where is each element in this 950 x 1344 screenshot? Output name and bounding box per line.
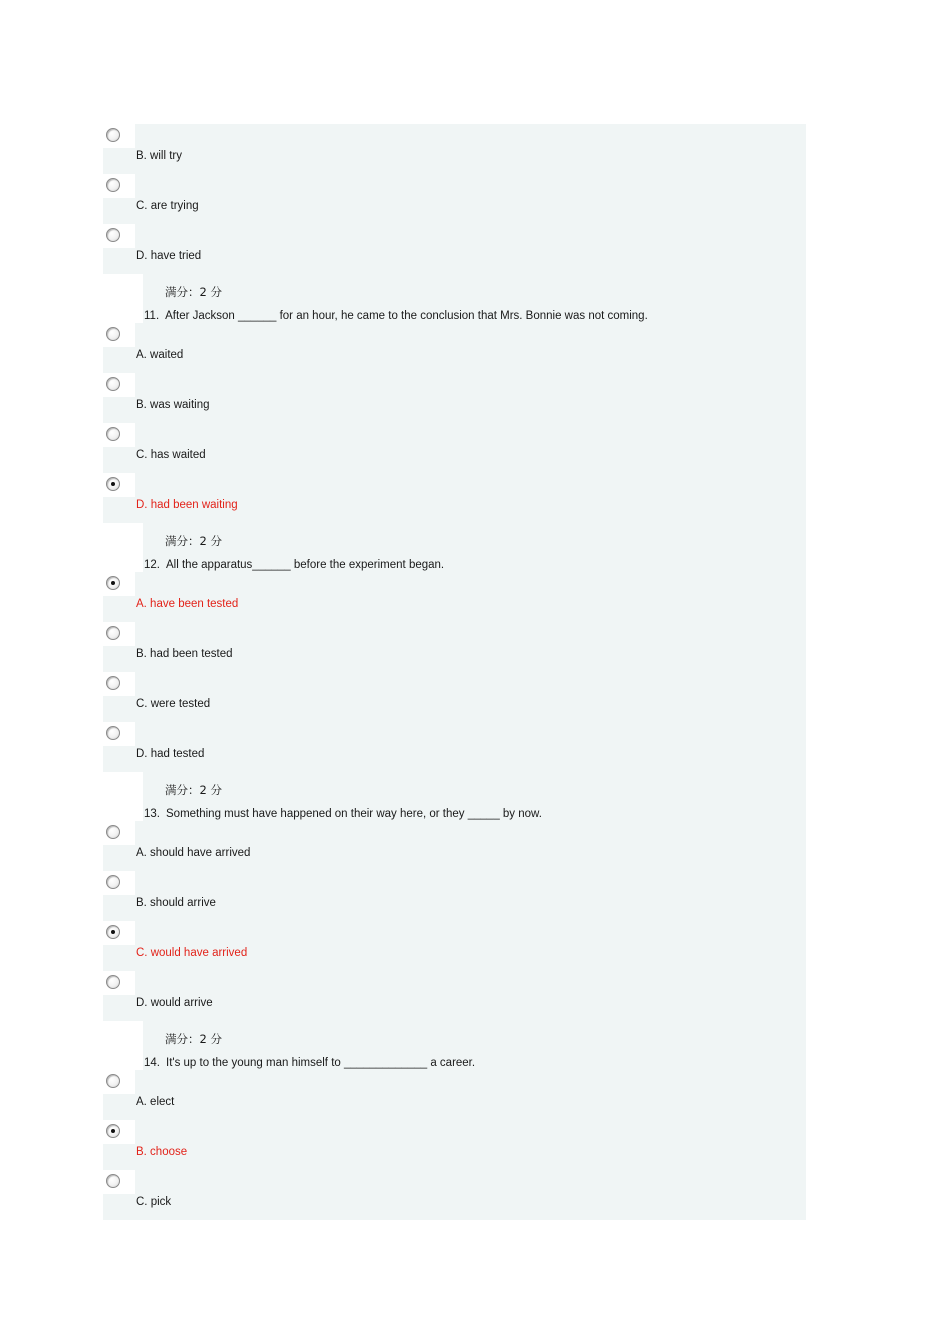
question-text: Something must have happened on their way here, or they _____ by now.: [166, 808, 542, 820]
answer-option-label: A. have been tested: [136, 598, 239, 610]
score-label: 满分：2 分: [165, 285, 222, 299]
option-background-left: [103, 696, 135, 722]
answer-option[interactable]: [103, 473, 806, 523]
radio-cell: [103, 174, 135, 198]
answer-option[interactable]: [103, 323, 806, 373]
option-background-left: [103, 746, 135, 772]
radio-checked-icon[interactable]: [106, 925, 120, 939]
question-text: After Jackson ______ for an hour, he came to the conclusion that Mrs. Bonnie was not coming.: [165, 310, 648, 322]
radio-checked-icon[interactable]: [106, 477, 120, 491]
radio-unchecked-icon[interactable]: [106, 626, 120, 640]
option-background-left: [103, 497, 135, 523]
radio-unchecked-icon[interactable]: [106, 178, 120, 192]
answer-option[interactable]: [103, 373, 806, 423]
radio-cell: [103, 1170, 135, 1194]
radio-unchecked-icon[interactable]: [106, 1174, 120, 1188]
question-number: 14.: [144, 1057, 160, 1069]
radio-checked-icon[interactable]: [106, 576, 120, 590]
option-background: [135, 871, 806, 921]
option-background: [135, 174, 806, 224]
answer-option[interactable]: [103, 1170, 806, 1220]
answer-option-label: A. should have arrived: [136, 847, 251, 859]
answer-option[interactable]: [103, 871, 806, 921]
option-background: [135, 1070, 806, 1120]
option-background-left: [103, 347, 135, 373]
answer-option[interactable]: [103, 1120, 806, 1170]
radio-cell: [103, 1070, 135, 1094]
answer-option[interactable]: [103, 423, 806, 473]
answer-option-label: B. had been tested: [136, 648, 233, 660]
score-label: 满分：2 分: [165, 534, 222, 548]
score-label: 满分：2 分: [165, 1032, 222, 1046]
question-number: 11.: [144, 310, 160, 322]
question-number: 12.: [144, 559, 160, 571]
question-text: It's up to the young man himself to _____________ a career.: [166, 1057, 476, 1069]
answer-option-label: D. have tried: [136, 250, 202, 262]
option-background: [135, 124, 806, 174]
answer-option-label: D. had tested: [136, 748, 205, 760]
radio-unchecked-icon[interactable]: [106, 975, 120, 989]
answer-option-label: C. would have arrived: [136, 947, 248, 959]
option-background-left: [103, 148, 135, 174]
option-background: [135, 373, 806, 423]
answer-option[interactable]: [103, 622, 806, 672]
question-header: [103, 523, 806, 573]
answer-option-label: A. waited: [136, 349, 184, 361]
option-background: [135, 323, 806, 373]
option-background-left: [103, 248, 135, 274]
answer-option-label: C. were tested: [136, 698, 211, 710]
answer-option-label: B. will try: [136, 150, 182, 162]
answer-option[interactable]: [103, 224, 806, 274]
option-background: [135, 971, 806, 1021]
answer-option[interactable]: [103, 722, 806, 772]
radio-unchecked-icon[interactable]: [106, 825, 120, 839]
radio-cell: [103, 323, 135, 347]
radio-unchecked-icon[interactable]: [106, 726, 120, 740]
answer-option[interactable]: [103, 124, 806, 174]
answer-option[interactable]: [103, 572, 806, 622]
answer-option[interactable]: [103, 971, 806, 1021]
option-background-left: [103, 646, 135, 672]
question-text-line: [144, 807, 542, 821]
option-background-left: [103, 945, 135, 971]
radio-unchecked-icon[interactable]: [106, 427, 120, 441]
option-background-left: [103, 447, 135, 473]
option-background: [135, 672, 806, 722]
radio-unchecked-icon[interactable]: [106, 676, 120, 690]
answer-option-label: B. should arrive: [136, 897, 216, 909]
option-background: [135, 622, 806, 672]
answer-option[interactable]: [103, 821, 806, 871]
option-background: [135, 224, 806, 274]
radio-cell: [103, 423, 135, 447]
radio-cell: [103, 224, 135, 248]
answer-option-label: B. choose: [136, 1146, 188, 1158]
option-background-left: [103, 845, 135, 871]
question-number: 13.: [144, 808, 160, 820]
radio-checked-icon[interactable]: [106, 1124, 120, 1138]
answer-option-label: D. would arrive: [136, 997, 213, 1009]
option-background: [135, 1120, 806, 1170]
answer-option[interactable]: [103, 174, 806, 224]
option-background: [135, 1170, 806, 1220]
radio-unchecked-icon[interactable]: [106, 1074, 120, 1088]
answer-option[interactable]: [103, 1070, 806, 1120]
option-background-left: [103, 1194, 135, 1220]
answer-option-label: C. pick: [136, 1196, 172, 1208]
answer-option-label: C. are trying: [136, 200, 199, 212]
option-background-left: [103, 895, 135, 921]
question-text: All the apparatus______ before the experiment began.: [166, 559, 445, 571]
option-background: [135, 722, 806, 772]
radio-cell: [103, 921, 135, 945]
answer-option-label: D. had been waiting: [136, 499, 238, 511]
radio-unchecked-icon[interactable]: [106, 228, 120, 242]
radio-cell: [103, 722, 135, 746]
radio-unchecked-icon[interactable]: [106, 377, 120, 391]
question-header: [103, 772, 806, 822]
radio-unchecked-icon[interactable]: [106, 327, 120, 341]
option-background-left: [103, 397, 135, 423]
option-background-left: [103, 198, 135, 224]
score-label: 满分：2 分: [165, 783, 222, 797]
question-text-line: [144, 558, 444, 572]
radio-unchecked-icon[interactable]: [106, 128, 120, 142]
radio-cell: [103, 971, 135, 995]
radio-cell: [103, 821, 135, 845]
option-background-left: [103, 596, 135, 622]
radio-cell: [103, 871, 135, 895]
question-text-line: [144, 1056, 475, 1070]
answer-option[interactable]: [103, 921, 806, 971]
option-background: [135, 423, 806, 473]
radio-cell: [103, 672, 135, 696]
radio-cell: [103, 1120, 135, 1144]
radio-cell: [103, 373, 135, 397]
question-header: [103, 274, 806, 324]
answer-option-label: A. elect: [136, 1096, 175, 1108]
radio-cell: [103, 124, 135, 148]
option-background-left: [103, 1144, 135, 1170]
radio-unchecked-icon[interactable]: [106, 875, 120, 889]
radio-cell: [103, 473, 135, 497]
answer-option-label: B. was waiting: [136, 399, 210, 411]
question-text-line: [144, 309, 648, 323]
answer-option-label: C. has waited: [136, 449, 206, 461]
radio-cell: [103, 572, 135, 596]
option-background-left: [103, 1094, 135, 1120]
option-background-left: [103, 995, 135, 1021]
answer-option[interactable]: [103, 672, 806, 722]
question-header: [103, 1021, 806, 1071]
radio-cell: [103, 622, 135, 646]
